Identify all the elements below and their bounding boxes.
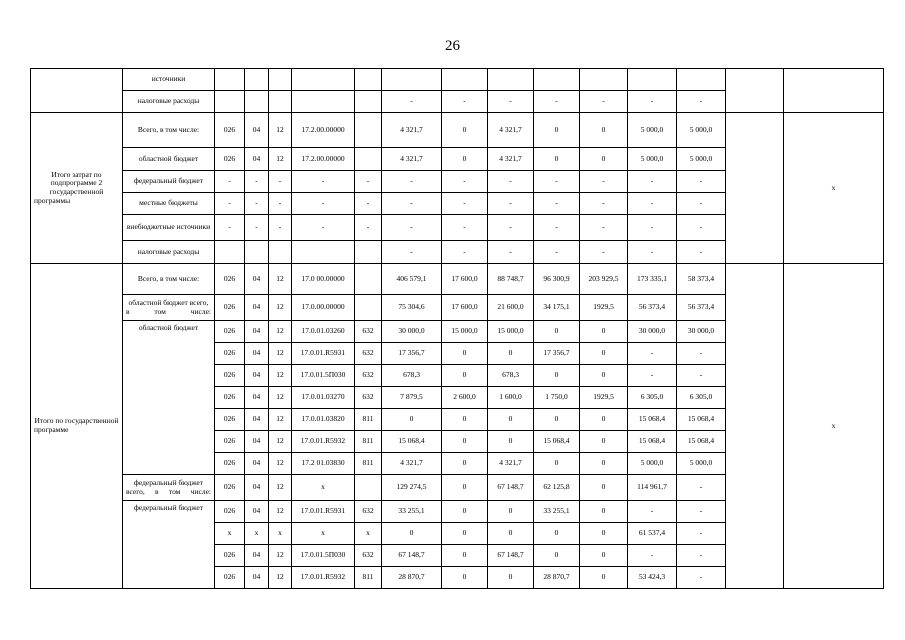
source-cell: областной бюджет (123, 148, 215, 171)
value-cell (355, 148, 382, 171)
value-cell: - (355, 171, 382, 193)
value-cell (269, 69, 292, 91)
source-cell: Всего, в том числе: (123, 113, 215, 148)
value-cell: 12 (269, 343, 292, 365)
value-cell: 5 000,0 (677, 453, 726, 475)
value-cell: 0 (442, 523, 488, 545)
value-cell: - (442, 91, 488, 113)
value-cell: - (580, 241, 628, 264)
value-cell (628, 69, 677, 91)
value-cell: 811 (355, 567, 382, 589)
value-cell: 17 600,0 (442, 295, 488, 321)
value-cell: x (292, 475, 355, 501)
value-cell: 34 175,1 (534, 295, 580, 321)
source-cell: федеральный бюджет всего, в том числе: (123, 475, 215, 501)
value-cell (245, 69, 269, 91)
value-cell: 5 000,0 (677, 113, 726, 148)
value-cell: - (677, 523, 726, 545)
value-cell: 04 (245, 387, 269, 409)
value-cell: 0 (534, 321, 580, 343)
value-cell: - (442, 241, 488, 264)
value-cell: 129 274,5 (382, 475, 442, 501)
value-cell: 173 335,1 (628, 264, 677, 295)
value-cell: 28 870,7 (382, 567, 442, 589)
value-cell: - (488, 171, 534, 193)
value-cell: 0 (442, 431, 488, 453)
value-cell: - (580, 91, 628, 113)
value-cell: 04 (245, 113, 269, 148)
section-label (31, 69, 123, 113)
value-cell: 17.0.01.5П030 (292, 545, 355, 567)
value-cell: 0 (580, 321, 628, 343)
source-cell: налоговые расходы (123, 241, 215, 264)
note-cell (784, 69, 884, 113)
value-cell: - (215, 171, 245, 193)
value-cell: 5 000,0 (628, 148, 677, 171)
value-cell: 026 (215, 387, 245, 409)
value-cell: 56 373,4 (677, 295, 726, 321)
value-cell: 04 (245, 431, 269, 453)
value-cell: 026 (215, 264, 245, 295)
table-row (31, 264, 884, 295)
value-cell: 1929,5 (580, 387, 628, 409)
value-cell: 17.0.01.R5932 (292, 431, 355, 453)
value-cell: 6 305,0 (628, 387, 677, 409)
value-cell: 0 (580, 113, 628, 148)
value-cell: 96 300,9 (534, 264, 580, 295)
value-cell: 0 (488, 523, 534, 545)
value-cell: 15 068,4 (382, 431, 442, 453)
page-number: 26 (445, 38, 460, 54)
value-cell: 0 (488, 343, 534, 365)
value-cell (442, 69, 488, 91)
value-cell: 0 (534, 523, 580, 545)
value-cell: 811 (355, 409, 382, 431)
value-cell: - (442, 171, 488, 193)
value-cell (292, 241, 355, 264)
value-cell: 0 (442, 501, 488, 523)
value-cell: - (628, 241, 677, 264)
value-cell: - (269, 193, 292, 215)
value-cell: 0 (534, 113, 580, 148)
note-cell: x (784, 113, 884, 264)
value-cell: - (534, 193, 580, 215)
value-cell: - (580, 215, 628, 241)
value-cell: 17.0.00.00000 (292, 295, 355, 321)
value-cell: 114 961,7 (628, 475, 677, 501)
value-cell: 0 (382, 409, 442, 431)
value-cell: 4 321,7 (382, 453, 442, 475)
value-cell: - (628, 91, 677, 113)
source-cell: источники (123, 69, 215, 91)
value-cell: - (677, 545, 726, 567)
value-cell: 026 (215, 501, 245, 523)
value-cell: 04 (245, 321, 269, 343)
value-cell: 0 (488, 431, 534, 453)
value-cell: - (677, 241, 726, 264)
value-cell: 12 (269, 409, 292, 431)
value-cell: 0 (534, 545, 580, 567)
source-cell: федеральный бюджет (123, 171, 215, 193)
value-cell: 15 068,4 (677, 409, 726, 431)
value-cell: - (628, 193, 677, 215)
value-cell: 04 (245, 501, 269, 523)
value-cell: - (677, 193, 726, 215)
value-cell: 04 (245, 343, 269, 365)
source-cell: областной бюджет (123, 321, 215, 475)
value-cell: 1 750,0 (534, 387, 580, 409)
value-cell (534, 69, 580, 91)
value-cell: 0 (442, 148, 488, 171)
value-cell: 15 000,0 (488, 321, 534, 343)
value-cell: - (442, 193, 488, 215)
value-cell: 0 (442, 475, 488, 501)
value-cell: - (355, 193, 382, 215)
value-cell: 75 304,6 (382, 295, 442, 321)
value-cell: 0 (580, 343, 628, 365)
value-cell: - (245, 193, 269, 215)
value-cell: 17.0.01.03270 (292, 387, 355, 409)
value-cell: 17.0.01.03260 (292, 321, 355, 343)
source-cell: федеральный бюджет (123, 501, 215, 589)
value-cell: - (628, 343, 677, 365)
value-cell: 04 (245, 264, 269, 295)
value-cell: 62 125,8 (534, 475, 580, 501)
value-cell: 1929,5 (580, 295, 628, 321)
value-cell: 04 (245, 295, 269, 321)
value-cell: 17.0.01.R5931 (292, 343, 355, 365)
value-cell (580, 69, 628, 91)
value-cell: 026 (215, 409, 245, 431)
value-cell: - (628, 215, 677, 241)
value-cell: 12 (269, 453, 292, 475)
section-label: Итого по государственной программе (31, 264, 123, 589)
value-cell: 17.0.01.5П030 (292, 365, 355, 387)
value-cell: 33 255,1 (534, 501, 580, 523)
value-cell: 15 068,4 (677, 431, 726, 453)
value-cell: 4 321,7 (382, 113, 442, 148)
empty-column (726, 264, 784, 589)
value-cell: 811 (355, 453, 382, 475)
value-cell: 12 (269, 475, 292, 501)
value-cell: 678,3 (488, 365, 534, 387)
value-cell (355, 475, 382, 501)
value-cell: 12 (269, 113, 292, 148)
value-cell: - (534, 91, 580, 113)
value-cell: 0 (442, 343, 488, 365)
value-cell: 12 (269, 567, 292, 589)
value-cell: - (580, 193, 628, 215)
value-cell: - (355, 215, 382, 241)
value-cell: 0 (382, 523, 442, 545)
value-cell: 026 (215, 343, 245, 365)
value-cell: x (292, 523, 355, 545)
value-cell: 026 (215, 148, 245, 171)
value-cell: 6 305,0 (677, 387, 726, 409)
value-cell: 17.2.00.00000 (292, 113, 355, 148)
value-cell (292, 69, 355, 91)
value-cell: 04 (245, 453, 269, 475)
value-cell: 15 068,4 (628, 431, 677, 453)
value-cell: 0 (580, 475, 628, 501)
value-cell: 2 600,0 (442, 387, 488, 409)
value-cell: 0 (580, 365, 628, 387)
value-cell: - (442, 215, 488, 241)
value-cell: 17 356,7 (534, 343, 580, 365)
table-row (31, 113, 884, 148)
value-cell: 30 000,0 (628, 321, 677, 343)
value-cell: 0 (580, 545, 628, 567)
value-cell: - (292, 171, 355, 193)
value-cell: 04 (245, 365, 269, 387)
value-cell (488, 69, 534, 91)
value-cell: - (292, 193, 355, 215)
value-cell (355, 295, 382, 321)
value-cell: 15 000,0 (442, 321, 488, 343)
value-cell: x (215, 523, 245, 545)
value-cell: - (215, 193, 245, 215)
value-cell: - (382, 193, 442, 215)
value-cell: 30 000,0 (677, 321, 726, 343)
value-cell (215, 91, 245, 113)
value-cell: - (677, 343, 726, 365)
value-cell: 026 (215, 475, 245, 501)
value-cell: - (580, 171, 628, 193)
value-cell: 17.0.01.03820 (292, 409, 355, 431)
value-cell: - (677, 567, 726, 589)
value-cell: 17.2.00.00000 (292, 148, 355, 171)
section-label: Итого затрат по подпрограмме 2 государственной программы (31, 113, 123, 264)
value-cell: 632 (355, 343, 382, 365)
value-cell (215, 241, 245, 264)
value-cell: - (215, 215, 245, 241)
value-cell: 0 (488, 567, 534, 589)
value-cell: 67 148,7 (488, 475, 534, 501)
value-cell: 12 (269, 501, 292, 523)
value-cell: 0 (488, 409, 534, 431)
value-cell: - (534, 171, 580, 193)
value-cell: 632 (355, 501, 382, 523)
value-cell: 12 (269, 295, 292, 321)
value-cell: 678,3 (382, 365, 442, 387)
value-cell (677, 69, 726, 91)
value-cell: 56 373,4 (628, 295, 677, 321)
value-cell: 4 321,7 (488, 113, 534, 148)
value-cell: 203 929,5 (580, 264, 628, 295)
value-cell: 811 (355, 431, 382, 453)
value-cell: 0 (580, 148, 628, 171)
value-cell: - (269, 215, 292, 241)
value-cell: - (628, 545, 677, 567)
value-cell: - (534, 241, 580, 264)
value-cell (355, 264, 382, 295)
value-cell: 0 (534, 453, 580, 475)
value-cell: - (534, 215, 580, 241)
value-cell: 0 (580, 431, 628, 453)
value-cell: - (382, 171, 442, 193)
value-cell: - (245, 215, 269, 241)
value-cell: 17 356,7 (382, 343, 442, 365)
value-cell: 12 (269, 264, 292, 295)
value-cell: 0 (534, 365, 580, 387)
empty-column (726, 69, 784, 113)
value-cell: 15 068,4 (628, 409, 677, 431)
value-cell (245, 241, 269, 264)
value-cell: 17.0.01.R5932 (292, 567, 355, 589)
value-cell: - (488, 215, 534, 241)
value-cell: 0 (442, 409, 488, 431)
value-cell: - (628, 501, 677, 523)
value-cell: 026 (215, 321, 245, 343)
value-cell: 0 (442, 365, 488, 387)
value-cell: 17.2 01.03830 (292, 453, 355, 475)
value-cell: x (245, 523, 269, 545)
value-cell: 4 321,7 (382, 148, 442, 171)
value-cell: 21 600,0 (488, 295, 534, 321)
value-cell: 17 600,0 (442, 264, 488, 295)
value-cell: 026 (215, 453, 245, 475)
value-cell: 5 000,0 (628, 453, 677, 475)
value-cell: 632 (355, 365, 382, 387)
value-cell: 04 (245, 567, 269, 589)
value-cell: - (677, 365, 726, 387)
value-cell: - (292, 215, 355, 241)
value-cell: 026 (215, 295, 245, 321)
value-cell: 0 (488, 501, 534, 523)
value-cell: - (488, 91, 534, 113)
value-cell (355, 113, 382, 148)
value-cell (292, 91, 355, 113)
value-cell: 17.0 00.00000 (292, 264, 355, 295)
value-cell (382, 69, 442, 91)
value-cell: 0 (580, 453, 628, 475)
value-cell: 5 000,0 (677, 148, 726, 171)
value-cell: 12 (269, 545, 292, 567)
value-cell: 0 (442, 567, 488, 589)
value-cell: 0 (442, 453, 488, 475)
value-cell: - (245, 171, 269, 193)
value-cell: 026 (215, 113, 245, 148)
value-cell: 58 373,4 (677, 264, 726, 295)
value-cell: 1 600,0 (488, 387, 534, 409)
table-row (31, 69, 884, 91)
value-cell: 61 537,4 (628, 523, 677, 545)
value-cell: 0 (534, 148, 580, 171)
value-cell: 0 (580, 567, 628, 589)
value-cell: 632 (355, 387, 382, 409)
value-cell: 15 068,4 (534, 431, 580, 453)
value-cell: 12 (269, 148, 292, 171)
source-cell: Всего, в том числе: (123, 264, 215, 295)
value-cell: 026 (215, 567, 245, 589)
value-cell: - (677, 171, 726, 193)
value-cell: 12 (269, 387, 292, 409)
value-cell: 17.0.01.R5931 (292, 501, 355, 523)
value-cell: 28 870,7 (534, 567, 580, 589)
value-cell: 026 (215, 545, 245, 567)
note-cell: x (784, 264, 884, 589)
value-cell: 12 (269, 321, 292, 343)
value-cell: - (628, 171, 677, 193)
value-cell (245, 91, 269, 113)
budget-table (30, 68, 884, 589)
value-cell (355, 69, 382, 91)
value-cell: 0 (442, 113, 488, 148)
value-cell (215, 69, 245, 91)
value-cell: - (488, 193, 534, 215)
value-cell: x (269, 523, 292, 545)
value-cell: 0 (442, 545, 488, 567)
source-cell: налоговые расходы (123, 91, 215, 113)
value-cell: 0 (580, 409, 628, 431)
value-cell: 026 (215, 365, 245, 387)
value-cell (269, 91, 292, 113)
value-cell: 632 (355, 321, 382, 343)
value-cell: - (488, 241, 534, 264)
value-cell: 67 148,7 (488, 545, 534, 567)
value-cell: - (382, 241, 442, 264)
empty-column (726, 113, 784, 264)
value-cell: 0 (534, 409, 580, 431)
value-cell: 406 579,1 (382, 264, 442, 295)
value-cell: - (677, 475, 726, 501)
value-cell: - (269, 171, 292, 193)
value-cell: - (677, 215, 726, 241)
value-cell: - (382, 91, 442, 113)
value-cell (269, 241, 292, 264)
value-cell (355, 91, 382, 113)
value-cell: 04 (245, 545, 269, 567)
value-cell: - (628, 365, 677, 387)
value-cell: 04 (245, 475, 269, 501)
source-cell: местные бюджеты (123, 193, 215, 215)
value-cell: 4 321,7 (488, 148, 534, 171)
value-cell: 5 000,0 (628, 113, 677, 148)
value-cell: 04 (245, 148, 269, 171)
value-cell: 026 (215, 431, 245, 453)
value-cell: - (677, 91, 726, 113)
value-cell: 0 (580, 501, 628, 523)
value-cell: - (677, 501, 726, 523)
value-cell: 30 000,0 (382, 321, 442, 343)
value-cell: - (382, 215, 442, 241)
value-cell: 4 321,7 (488, 453, 534, 475)
value-cell: 88 748,7 (488, 264, 534, 295)
source-cell: внебюджетные источники (123, 215, 215, 241)
value-cell: 0 (580, 523, 628, 545)
value-cell: 53 424,3 (628, 567, 677, 589)
value-cell: 12 (269, 365, 292, 387)
value-cell: 12 (269, 431, 292, 453)
value-cell: 632 (355, 545, 382, 567)
value-cell: 67 148,7 (382, 545, 442, 567)
value-cell: x (355, 523, 382, 545)
value-cell (355, 241, 382, 264)
source-cell: областной бюджет всего, в том числе: (123, 295, 215, 321)
value-cell: 33 255,1 (382, 501, 442, 523)
value-cell: 7 879,5 (382, 387, 442, 409)
value-cell: 04 (245, 409, 269, 431)
